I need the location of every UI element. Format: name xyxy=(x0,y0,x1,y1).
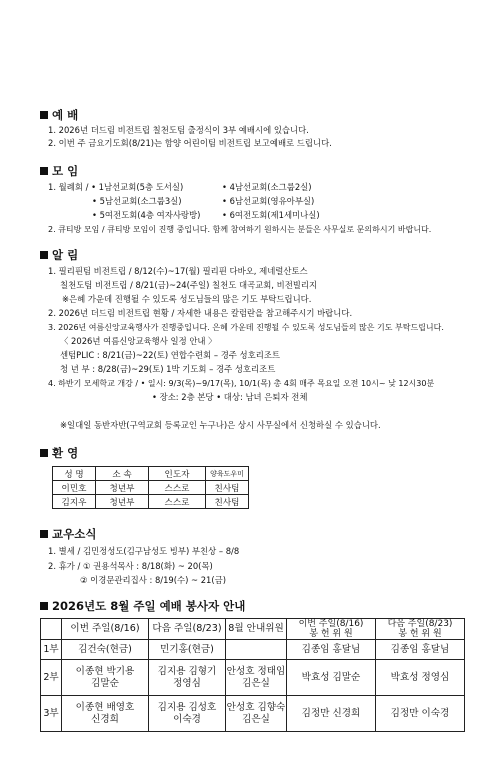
table-cell: 김지용 김성호 이숙경 xyxy=(149,696,226,732)
table-header: 이번 주일(8/16) 봉 헌 위 원 xyxy=(287,619,376,640)
welcome-title: 환 영 xyxy=(52,446,79,460)
notice-line: 칠천도팀 비전트립 / 8/21(금)~24(주일) 칠천도 대곡교회, 비전빌리지 xyxy=(60,280,318,290)
notice-line: 4. 하반기 모세학교 개강 / • 일시: 9/3(목)~9/17(목), 10/1(목) 총 4회 매주 목요일 오전 10시~ 낮 12시30분 xyxy=(48,379,435,388)
staff-section xyxy=(40,527,480,541)
table-header: 양육도우미 xyxy=(206,467,249,481)
table-cell xyxy=(226,640,287,660)
table-row xyxy=(41,660,465,696)
table-cell: 김건숙(현금) xyxy=(62,640,149,660)
notice-line: 2. 2026년 더드림 비전트립 현황 / 자세한 내용은 칼럼란을 참고해주시기 바랍니다. xyxy=(48,308,353,318)
qt-meeting-line: 2. 큐티방 모임 / 큐티방 모임이 진행 중입니다. 함께 참여하기 원하시는 분들은 사무실로 문의하시기 바랍니다. xyxy=(48,225,432,234)
notice-line: ※일대일 동반자반(구역교회 등록교인 누구나)은 상시 사무실에서 신청하실 수 있습니다. xyxy=(60,420,381,430)
table-cell: 박효성 정영심 xyxy=(376,660,465,696)
duty-title: 2026년도 8월 주일 예배 봉사자 안내 xyxy=(52,599,246,613)
staff-line: ② 이경문관리집사 : 8/19(수) ~ 21(금) xyxy=(80,575,227,585)
table-header xyxy=(41,619,62,640)
table-cell: 청년부 xyxy=(96,481,149,495)
table-header-row xyxy=(41,619,465,640)
table-header: 다음 주일(8/23) 봉 헌 위 원 xyxy=(376,619,465,640)
worship-section xyxy=(40,108,480,122)
table-header: 소 속 xyxy=(96,467,149,481)
staff-title: 교우소식 xyxy=(52,527,97,541)
table-cell: 친사팀 xyxy=(206,481,249,495)
welcome-table xyxy=(52,466,249,509)
table-header: 인도자 xyxy=(149,467,206,481)
notice-line: 〈 2026년 여름신앙교육행사 일정 안내 〉 xyxy=(60,336,217,346)
table-cell: 박효성 김말순 xyxy=(287,660,376,696)
meetings-title: 모 임 xyxy=(52,164,79,178)
table-header: 8월 안내위원 xyxy=(226,619,287,640)
table-cell: 안성호 정태임 김은실 xyxy=(226,660,287,696)
notice-line: • 장소: 2층 본당 • 대상: 남녀 은퇴자 전체 xyxy=(152,392,308,402)
meeting-item: • 6남선교회(영유아부실) xyxy=(222,196,315,206)
square-bullet-icon xyxy=(40,111,48,119)
table-header: 이번 주일(8/16) xyxy=(62,619,149,640)
notice-line: 청 년 부 : 8/28(금)~29(토) 1박 기도회 – 경주 성호리조트 xyxy=(60,364,276,374)
worship-line-1: 1. 2026년 더드림 비전트립 칠천도팀 출정식이 3부 예배시에 있습니다. xyxy=(48,125,309,135)
notices-section xyxy=(40,248,480,262)
notice-line: 3. 2026년 여름신앙교육행사가 진행중입니다. 은혜 가운데 진행될 수 있도록 성도님들의 많은 기도 부탁드립니다. xyxy=(48,323,444,332)
table-header-row xyxy=(53,467,249,481)
table-row xyxy=(53,481,249,495)
table-cell: 김종임 홍달님 xyxy=(287,640,376,660)
table-cell: 스스로 xyxy=(149,495,206,509)
staff-line: 2. 휴가 / ① 권용석목사 : 8/18(화) ~ 20(목) xyxy=(48,561,213,571)
table-cell: 청년부 xyxy=(96,495,149,509)
square-bullet-icon xyxy=(40,167,48,175)
notice-line: ※은혜 가운데 진행될 수 있도록 성도님들의 많은 기도 부탁드립니다. xyxy=(62,294,312,304)
table-row xyxy=(41,640,465,660)
square-bullet-icon xyxy=(40,449,48,457)
table-header: 다음 주일(8/23) xyxy=(149,619,226,640)
table-header: 성 명 xyxy=(53,467,96,481)
welcome-section xyxy=(40,446,480,460)
table-cell: 민기홍(현금) xyxy=(149,640,226,660)
meeting-item: • 5남선교회(소그룹3실) xyxy=(92,196,182,206)
table-cell: 이민호 xyxy=(53,481,96,495)
staff-line: 1. 별세 / 김민정성도(김구남성도 빙부) 부친상 – 8/8 xyxy=(48,546,240,556)
table-cell: 이종현 배영호 신경희 xyxy=(62,696,149,732)
square-bullet-icon xyxy=(40,530,48,538)
table-cell: 3부 xyxy=(41,696,62,732)
meeting-item: • 4남선교회(소그룹2실) xyxy=(222,182,312,192)
notice-line: 1. 필리핀팀 비전트립 / 8/12(수)~17(월) 필리핀 다바오, 제네럴산토스 xyxy=(48,266,308,276)
notices-title: 알 림 xyxy=(52,248,79,262)
table-cell: 김정만 이숙경 xyxy=(376,696,465,732)
table-cell: 1부 xyxy=(41,640,62,660)
table-row xyxy=(41,696,465,732)
meeting-item: • 6여전도회(제1세미나실) xyxy=(222,210,320,220)
worship-line-2: 2. 이번 주 금요기도회(8/21)는 함양 어린이팀 비전트립 보고예배로 드립니다. xyxy=(48,138,332,148)
square-bullet-icon xyxy=(40,602,48,610)
table-cell: 2부 xyxy=(41,660,62,696)
table-cell: 친사팀 xyxy=(206,495,249,509)
notice-line: 센텀PLIC : 8/21(금)~22(토) 연합수련회 – 경주 성호리조트 xyxy=(60,350,281,360)
table-row xyxy=(53,495,249,509)
table-cell: 김정만 신경희 xyxy=(287,696,376,732)
meetings-section xyxy=(40,164,480,178)
square-bullet-icon xyxy=(40,251,48,259)
duty-table xyxy=(40,618,465,732)
meeting-item: • 5여전도회(4층 여자사랑방) xyxy=(92,210,201,220)
table-cell: 안성호 김향숙 김은실 xyxy=(226,696,287,732)
worship-title: 예 배 xyxy=(52,108,79,122)
table-cell: 김지용 김형기 정영심 xyxy=(149,660,226,696)
table-cell: 스스로 xyxy=(149,481,206,495)
duty-section xyxy=(40,599,480,613)
table-cell: 김지우 xyxy=(53,495,96,509)
meeting-item: 1. 월례회 / • 1남선교회(5층 도서실) xyxy=(48,182,184,192)
table-cell: 이종현 박기용 김말순 xyxy=(62,660,149,696)
table-cell: 김종임 홍달님 xyxy=(376,640,465,660)
